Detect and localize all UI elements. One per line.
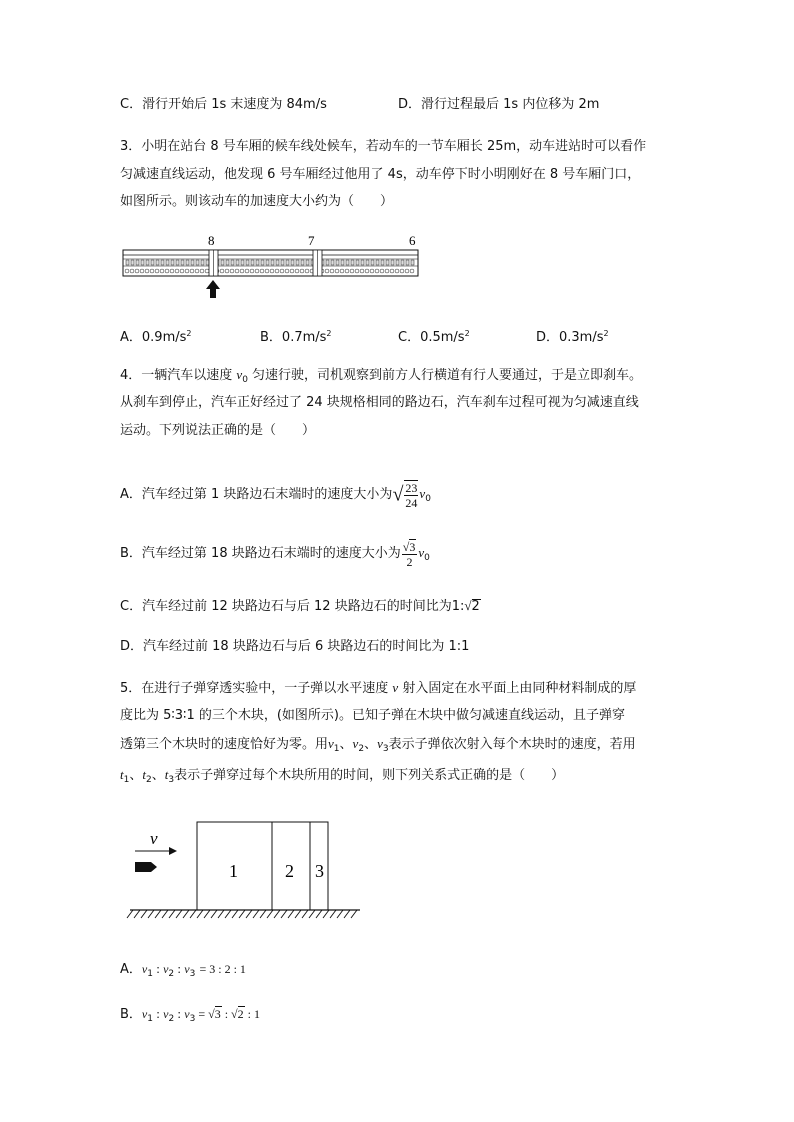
train-window xyxy=(331,260,334,265)
block-label-2: 2 xyxy=(285,861,294,881)
ground-hatch xyxy=(295,910,301,918)
train-window xyxy=(351,260,354,265)
q4-option-d: D．汽车经过前 18 块路边石与后 6 块路边石的时间比为 1:1 xyxy=(120,639,470,654)
ground-hatch xyxy=(274,910,280,918)
train-window xyxy=(386,260,389,265)
block-label-1: 1 xyxy=(229,861,238,881)
q4-text-line3: 运动。下列说法正确的是（ ） xyxy=(120,423,316,438)
train-window xyxy=(411,260,414,265)
q3-text-line2: 匀减速直线运动，他发现 6 号车厢经过他用了 4s，动车停下时小明刚好在 8 号车厢门口， xyxy=(120,167,641,182)
train-window xyxy=(346,260,349,265)
wooden-blocks xyxy=(197,822,328,910)
train-window xyxy=(296,260,299,265)
train-window xyxy=(256,260,259,265)
train-window xyxy=(131,260,134,265)
q5-text-line4: $t_1$、$t_2$、$t_3$表示子弹穿过每个木块所用的时间，则下列关系式正确的是（ ） xyxy=(120,767,565,785)
train-window xyxy=(196,260,199,265)
ground-hatch xyxy=(225,910,231,918)
train-window xyxy=(281,260,284,265)
train-window xyxy=(181,260,184,265)
ground-hatch xyxy=(288,910,294,918)
train-window xyxy=(406,260,409,265)
ground-hatch xyxy=(302,910,308,918)
train-window xyxy=(356,260,359,265)
q3-option-c: C．$0.5m/s^2$ xyxy=(398,329,470,345)
train-window xyxy=(251,260,254,265)
q5-option-a: A．$v_1$ : $v_2$ : $v_3 = 3$ : 2 : 1 xyxy=(120,961,246,979)
q4-option-b: B．汽车经过第 18 块路边石末端时的速度大小为 $\frac{√3}{2}$ $v_0$ xyxy=(120,539,430,569)
block-label-3: 3 xyxy=(315,861,324,881)
ground-hatch xyxy=(351,910,357,918)
ground-hatch xyxy=(232,910,238,918)
ground-hatch xyxy=(197,910,203,918)
train-window xyxy=(146,260,149,265)
ground-hatch xyxy=(344,910,350,918)
q3-option-a: A．$0.9m/s^2$ xyxy=(120,329,192,345)
ground-hatch xyxy=(169,910,175,918)
q5-text-line2: 度比为 5∶3∶1 的三个木块，(如图所示)。已知子弹在木块中做匀减速直线运动，且子弹穿 xyxy=(120,708,625,723)
train-window xyxy=(186,260,189,265)
train-window xyxy=(261,260,264,265)
car-label-7: 7 xyxy=(308,233,315,248)
q3-text-line1: 3．小明在站台 8 号车厢的候车线处候车，若动车的一节车厢长 25m，动车进站时可以看作 xyxy=(120,139,647,154)
train-window xyxy=(306,260,309,265)
ground-hatch xyxy=(316,910,322,918)
q2-option-c: C．滑行开始后 1s 末速度为 84m/s xyxy=(120,97,327,112)
train-window xyxy=(391,260,394,265)
train-window xyxy=(286,260,289,265)
q4-text-line1: 4．一辆汽车以速度 $v_0$ 匀速行驶，司机观察到前方人行横道有行人要通过，于是立即刹车。 xyxy=(120,367,643,385)
train-body xyxy=(123,250,418,276)
train-window xyxy=(301,260,304,265)
train-window xyxy=(271,260,274,265)
ground-hatch xyxy=(190,910,196,918)
train-window xyxy=(141,260,144,265)
train-window xyxy=(226,260,229,265)
q4-text-line2: 从刹车到停止，汽车正好经过了 24 块规格相同的路边石，汽车刹车过程可视为匀减速直线 xyxy=(120,395,639,410)
ground-hatch xyxy=(267,910,273,918)
q3-option-b: B．$0.7m/s^2$ xyxy=(260,329,332,345)
ground-hatch xyxy=(330,910,336,918)
q5-option-b: B．$v_1$ : $v_2$ : $v_3 = √3$ : √2 : 1 xyxy=(120,1006,260,1024)
ground-hatch xyxy=(134,910,140,918)
train-window xyxy=(166,260,169,265)
train-figure xyxy=(120,232,425,304)
ground-hatch xyxy=(239,910,245,918)
ground-hatch xyxy=(211,910,217,918)
train-window xyxy=(371,260,374,265)
ground-hatch xyxy=(281,910,287,918)
train-window xyxy=(366,260,369,265)
train-window xyxy=(136,260,139,265)
ground-hatch xyxy=(155,910,161,918)
train-window xyxy=(336,260,339,265)
train-window xyxy=(276,260,279,265)
train-window xyxy=(401,260,404,265)
ground-hatch xyxy=(183,910,189,918)
train-window xyxy=(291,260,294,265)
up-arrow-icon xyxy=(206,280,220,298)
train-window xyxy=(361,260,364,265)
train-window xyxy=(231,260,234,265)
train-window xyxy=(206,260,209,265)
train-window xyxy=(176,260,179,265)
train-window xyxy=(236,260,239,265)
q2-option-d: D．滑行过程最后 1s 内位移为 2m xyxy=(398,97,600,112)
ground-hatch xyxy=(148,910,154,918)
train-window xyxy=(266,260,269,265)
train-window xyxy=(376,260,379,265)
train-window xyxy=(201,260,204,265)
train-window xyxy=(171,260,174,265)
q3-text-line3: 如图所示。则该动车的加速度大小约为（ ） xyxy=(120,194,394,209)
train-window xyxy=(156,260,159,265)
q5-text-line1: 5．在进行子弹穿透实验中，一子弹以水平速度 v 射入固定在水平面上由同种材料制成的厚 xyxy=(120,680,637,696)
q4-option-a: A．汽车经过第 1 块路边石末端时的速度大小为√ $\frac{23}{24}$ $v_0$ xyxy=(120,480,431,510)
ground-hatch xyxy=(337,910,343,918)
train-window xyxy=(341,260,344,265)
train-window xyxy=(161,260,164,265)
ground-surface xyxy=(127,910,360,918)
train-window xyxy=(396,260,399,265)
q4-option-c: C．汽车经过前 12 块路边石与后 12 块路边石的时间比为1:√2 xyxy=(120,598,480,614)
train-window xyxy=(221,260,224,265)
train-window xyxy=(381,260,384,265)
ground-hatch xyxy=(246,910,252,918)
velocity-arrow-icon xyxy=(135,847,177,855)
ground-hatch xyxy=(323,910,329,918)
ground-hatch xyxy=(162,910,168,918)
ground-hatch xyxy=(127,910,133,918)
train-window xyxy=(126,260,129,265)
train-window xyxy=(241,260,244,265)
car-label-6: 6 xyxy=(409,233,416,248)
train-window xyxy=(151,260,154,265)
ground-hatch xyxy=(260,910,266,918)
ground-hatch xyxy=(176,910,182,918)
ground-hatch xyxy=(253,910,259,918)
ground-hatch xyxy=(309,910,315,918)
ground-hatch xyxy=(218,910,224,918)
car-label-8: 8 xyxy=(208,233,215,248)
velocity-label: v xyxy=(150,829,158,848)
q5-text-line3: 透第三个木块时的速度恰好为零。用$v_1$、$v_2$、$v_3$表示子弹依次射入每个木块时的速度，若用 xyxy=(120,736,636,754)
train-window xyxy=(191,260,194,265)
q3-option-d: D．$0.3m/s^2$ xyxy=(536,329,609,345)
ground-hatch xyxy=(141,910,147,918)
bullet-icon xyxy=(135,862,157,872)
train-window xyxy=(246,260,249,265)
train-window xyxy=(326,260,329,265)
blocks-figure xyxy=(125,820,365,930)
ground-hatch xyxy=(204,910,210,918)
